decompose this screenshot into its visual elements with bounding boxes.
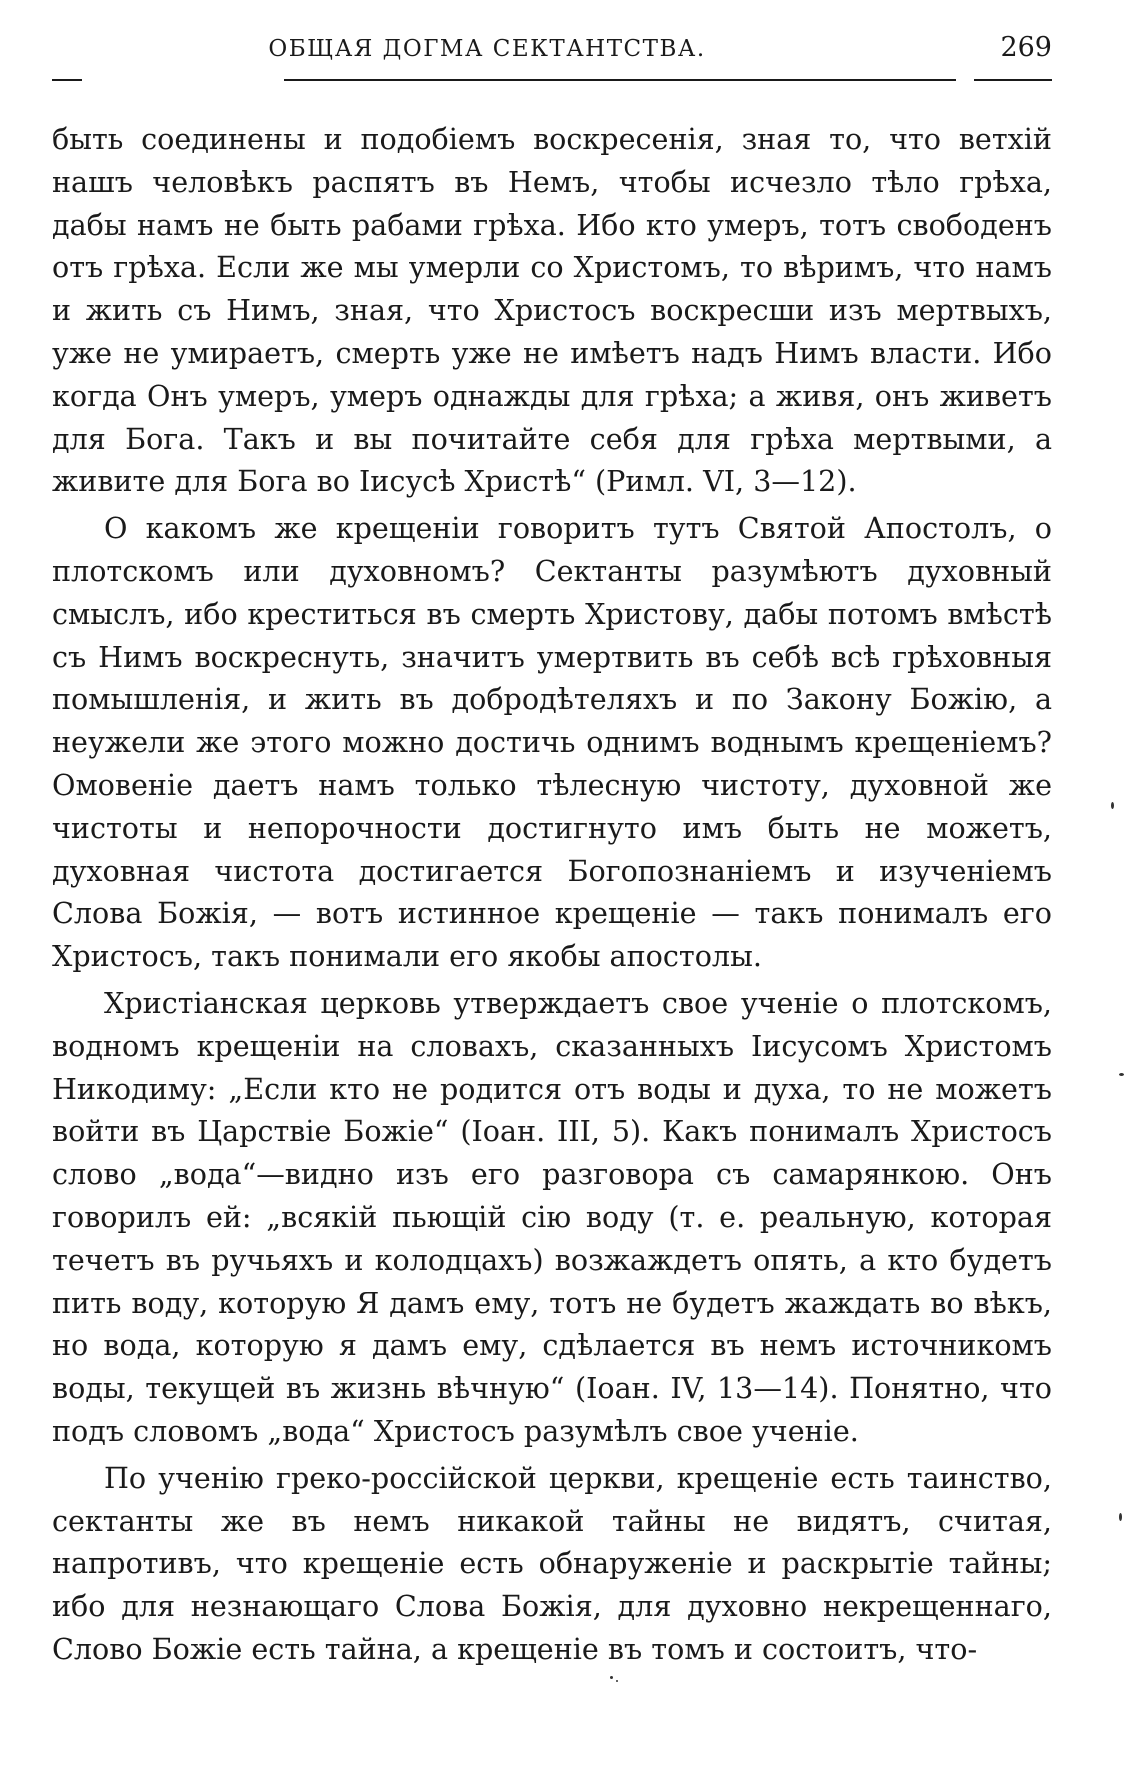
print-speck [1119,1073,1124,1076]
paragraph: По ученію греко-россійской церкви, крещеніе есть таинство, сектанты же въ немъ никакой тайны не видятъ, считая, напротивъ, что крещеніе есть обнаруженіе и раскрытіе тайны; ибо для незнающаго Слова Божія, для духовно некрещеннаго, Слово Божіе есть тайна, а крещеніе въ томъ и состоитъ, что- [52,1460,1052,1666]
print-speck [1119,1513,1122,1521]
print-speck [610,1676,613,1679]
running-title: ОБЩАЯ ДОГМА СЕКТАНТСТВА. [268,36,706,62]
print-speck [1111,802,1114,809]
page-number: 269 [1000,32,1052,63]
header-rule-left [52,79,82,81]
paragraph: Христіанская церковь утверждаетъ свое ученіе о плотскомъ, водномъ крещеніи на словахъ, сказанныхъ Іисусомъ Христомъ Никодиму: „Если кто не родится отъ воды и духа, то не можетъ войти въ Царствіе Божіе“ (Іоан. III, 5). Какъ понималъ Христосъ слово „вода“—видно изъ его разговора съ самарянкою. Онъ говорилъ ей: „всякій пьющій сію воду (т. е. реальную, которая течетъ въ ручьяхъ и колодцахъ) возжаждетъ опять, а кто будетъ пить воду, которую Я дамъ ему, тотъ не будетъ жаждать во вѣкъ, но вода, которую я дамъ ему, сдѣлается въ немъ источникомъ воды, текущей въ жизнь вѣчную“ (Іоан. IV, 13—14). Понятно, что подъ словомъ „вода“ Христосъ разумѣлъ свое ученіе. [52,985,1052,1448]
paragraph-continued: быть соединены и подобіемъ воскресенія, зная то, что ветхій нашъ человѣкъ распятъ въ Немъ, чтобы исчезло тѣло грѣха, дабы намъ не быть рабами грѣха. Ибо кто умеръ, тотъ свободенъ отъ грѣха. Если же мы умерли со Христомъ, то вѣримъ, что намъ и жить съ Нимъ, зная, что Христосъ воскресши изъ мертвыхъ, уже не умираетъ, смерть уже не имѣетъ надъ Нимъ власти. Ибо когда Онъ умеръ, умеръ однажды для грѣха; а живя, онъ живетъ для Бога. Такъ и вы почитайте себя для грѣха мертвыми, а живите для Бога во Іисусѣ Христѣ“ (Римл. VI, 3—12). [52,122,1052,499]
body-text [52,118,1052,1675]
print-speck [616,1680,618,1682]
header-rule-right [974,79,1052,81]
running-head [52,26,1052,82]
header-rule [284,79,956,81]
paragraph: О какомъ же крещеніи говоритъ тутъ Святой Апостолъ, о плотскомъ или духовномъ? Сектанты разумѣютъ духовный смыслъ, ибо креститься въ смерть Христову, дабы потомъ вмѣстѣ съ Нимъ воскреснуть, значитъ умертвить въ себѣ всѣ грѣховныя помышленія, и жить въ добродѣтеляхъ и по Закону Божію, а неужели же этого можно достичь однимъ воднымъ крещеніемъ? Омовеніе даетъ намъ только тѣлесную чистоту, духовной же чистоты и непорочности достигнуто имъ быть не можетъ, духовная чистота достигается Богопознаніемъ и изученіемъ Слова Божія, — вотъ истинное крещеніе — такъ понималъ его Христосъ, такъ понимали его якобы апостолы. [52,511,1052,974]
